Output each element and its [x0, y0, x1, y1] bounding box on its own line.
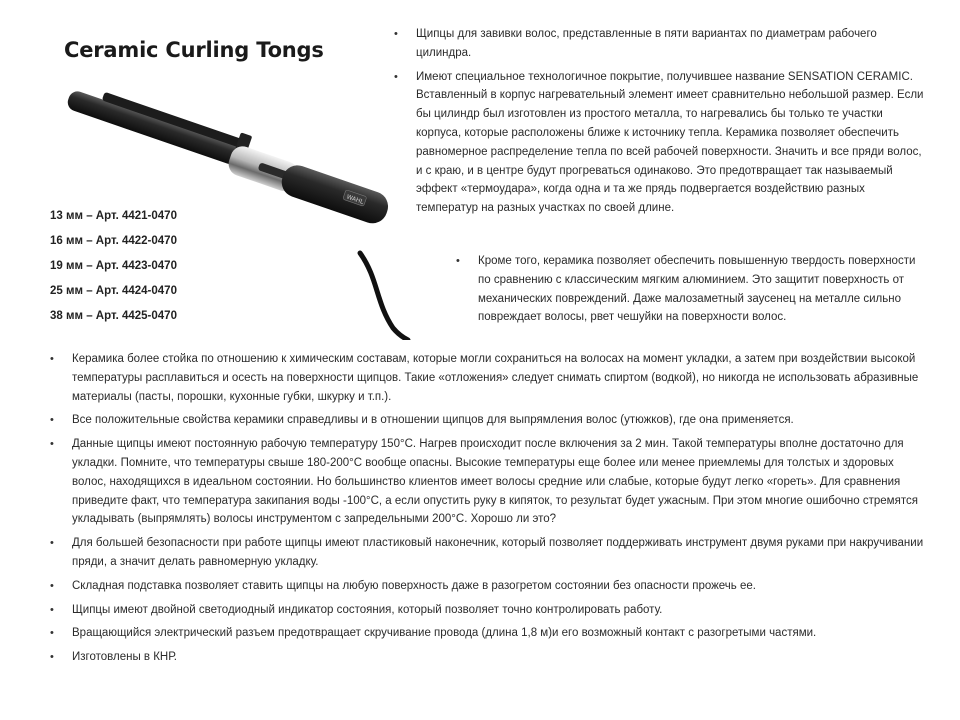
bullet-item: • Щипцы для завивки волос, представленные в пяти вариантах по диаметрам рабочего цилиндра.	[394, 25, 930, 63]
bullet-item: • Складная подставка позволяет ставить щипцы на любую поверхность даже в разогретом состоянии без опасности прожечь ее.	[50, 577, 930, 596]
main-bullet-list	[50, 350, 930, 672]
right-bullet-list	[394, 25, 930, 223]
bullet-item: • Кроме того, керамика позволяет обеспечить повышенную твердость поверхности по сравнению с классическим мягким алюминием. Это защитит поверхность от механических повреждений. Даже малозаметный заусенец на металле сильно повреждает волосы, рвет чешуйки на поверхности волос.	[456, 252, 930, 327]
size-item: 25 мм – Арт. 4424-0470	[50, 285, 177, 297]
bullet-item: • Данные щипцы имеют постоянную рабочую температуру 150°С. Нагрев происходит после включения за 2 мин. Такой температуры вполне достаточно для укладки. Помните, что температуры свыше 180-200°С вообще опасны. Высокие температуры еще более или менее приемлемы для толстых и здоровых волос, находящихся в идеальном состоянии. Но большинство клиентов имеет волосы средние или слабые, которые будут легко «гореть». Для сравнения приведите факт, что температура закипания воды -100°С, а если опустить руку в кипяток, то результат будет ужасным. При этом многие ошибочно стремятся укладывать (выпрямлять) волосы инструментом с запредельными 200°С. Хорошо ли это?	[50, 435, 930, 529]
size-item: 13 мм – Арт. 4421-0470	[50, 210, 177, 222]
size-item: 38 мм – Арт. 4425-0470	[50, 310, 177, 322]
bullet-item: • Керамика более стойка по отношению к химическим составам, которые могли сохраниться на волосах на момент укладки, а затем при воздействии высокой температуры расплавиться и осесть на поверхности щипцов. Такие «отложения» следует снимать спиртом (водкой), но никогда не использовать абразивные материалы (пасты, порошки, кухонные губки, шкурку и т.п.).	[50, 350, 930, 406]
barrel	[65, 89, 242, 167]
bullet-item: • Имеют специальное технологичное покрытие, получившее название SENSATION CERAMIC. Вставленный в корпус нагревательный элемент имеет сравнительно небольшой размер. Если бы цилиндр был изготовлен из простого металла, то нагревались бы только те участки корпуса, которые расположены ближе к источнику тепла. Керамика позволяет обеспечить равномерное распределение тепла по всей рабочей поверхности. Значить и все пряди волос, и с краю, и в центре будут прогреваться одинаково. Это предотвращает так называемый эффект «термоудара», когда одна и та же прядь подвергается воздействию разных температур на разных участках по своей длине.	[394, 68, 930, 218]
size-item: 16 мм – Арт. 4422-0470	[50, 235, 177, 247]
bullet-item: • Изготовлены в КНР.	[50, 648, 930, 667]
handle	[278, 161, 392, 227]
page-title: Ceramic Curling Tongs	[64, 38, 324, 62]
brand-logo: WAHL	[345, 193, 365, 206]
size-item: 19 мм – Арт. 4423-0470	[50, 260, 177, 272]
power-cord	[360, 253, 408, 340]
right-sub-bullet-list	[456, 252, 930, 327]
bullet-item: • Щипцы имеют двойной светодиодный индикатор состояния, который позволяет точно контролировать работу.	[50, 601, 930, 620]
bullet-item: • Для большей безопасности при работе щипцы имеют пластиковый наконечник, который позволяет поддерживать инструмент двумя руками при накручивании пряди, а значит делать равномерную укладку.	[50, 534, 930, 572]
bullet-item: • Все положительные свойства керамики справедливы и в отношении щипцов для выпрямления волос (утюжков), где она применяется.	[50, 411, 930, 430]
bullet-item: • Вращающийся электрический разъем предотвращает скручивание провода (длина 1,8 м)и его возможный контакт с разогретыми частями.	[50, 624, 930, 643]
size-list	[50, 209, 177, 334]
